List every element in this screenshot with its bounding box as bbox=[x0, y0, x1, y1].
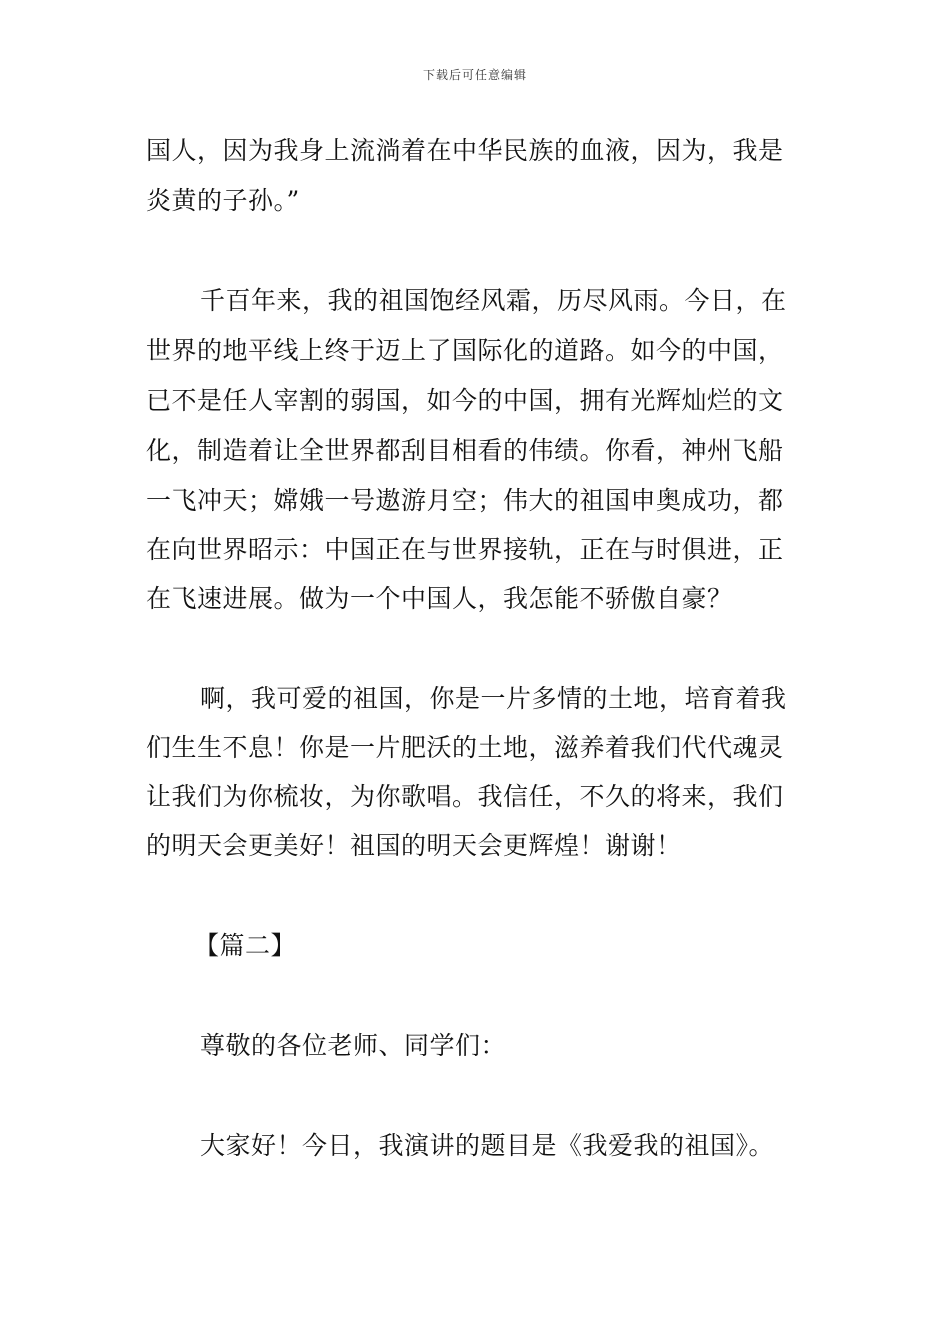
text-line: 炎黄的子孙。” bbox=[146, 186, 300, 215]
text-line: 的明天会更美好！祖国的明天会更辉煌！谢谢！ bbox=[146, 831, 682, 860]
text-line: 们生生不息！你是一片肥沃的土地，滋养着我们代代魂灵 bbox=[146, 733, 784, 762]
text-line: 在飞速进展。做为一个中国人，我怎能不骄傲自豪？ bbox=[146, 584, 733, 613]
text-line: 啊，我可爱的祖国，你是一片多情的土地，培育着我 bbox=[200, 684, 787, 713]
text-line: 大家好！今日，我演讲的题目是《我爱我的祖国》。 bbox=[200, 1131, 775, 1160]
text-line: 一飞冲天；嫦娥一号遨游月空；伟大的祖国申奥成功，都 bbox=[146, 486, 784, 515]
text-line: 在向世界昭示：中国正在与世界接轨，正在与时俱进，正 bbox=[146, 535, 784, 564]
text-line: 化，制造着让全世界都刮目相看的伟绩。你看，神州飞船 bbox=[146, 436, 784, 465]
text-line: 国人，因为我身上流淌着在中华民族的血液，因为，我是 bbox=[146, 136, 784, 165]
text-line: 让我们为你梳妆，为你歌唱。我信任，不久的将来，我们 bbox=[146, 782, 784, 811]
section-heading: 【篇二】 bbox=[194, 931, 297, 960]
page-header: 下载后可任意编辑 bbox=[422, 68, 527, 82]
text-line: 世界的地平线上终于迈上了国际化的道路。如今的中国， bbox=[146, 336, 784, 365]
text-line: 千百年来，我的祖国饱经风霜，历尽风雨。今日，在 bbox=[200, 286, 787, 315]
text-line: 已不是任人宰割的弱国，如今的中国，拥有光辉灿烂的文 bbox=[146, 386, 784, 415]
text-line: 尊敬的各位老师、同学们： bbox=[200, 1031, 507, 1060]
